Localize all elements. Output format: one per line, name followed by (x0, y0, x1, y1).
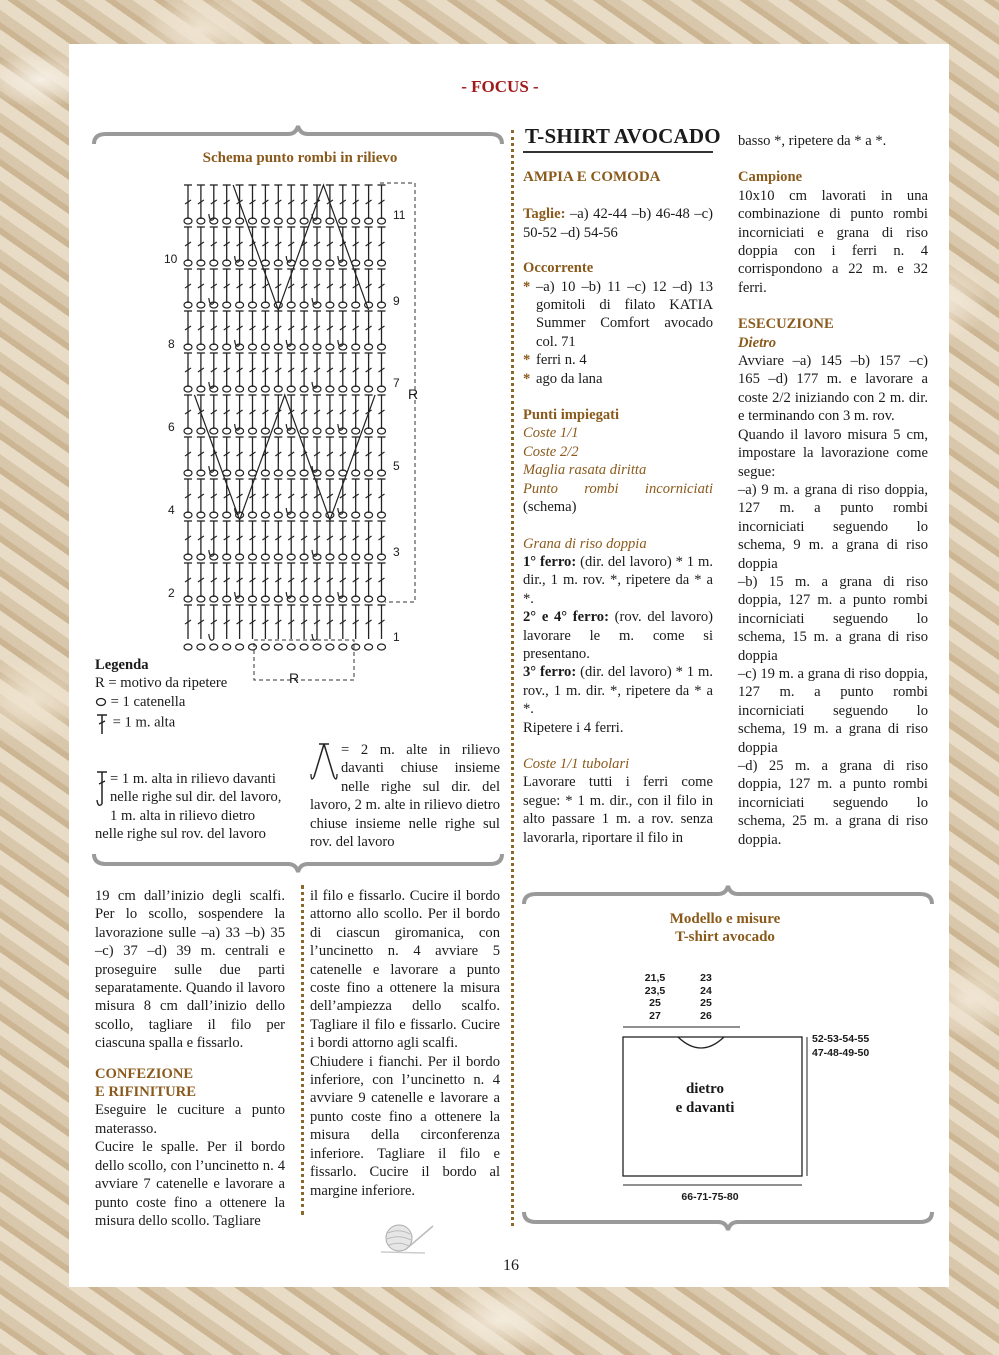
list-item (523, 351, 713, 369)
legend-chain-text: = 1 catenella (110, 693, 186, 710)
body-text: –c) 19 m. a grana di riso doppia, 127 m. a punto rombi incorniciati seguendo lo schema, 19 m. a grana di riso doppia (738, 665, 928, 756)
bullet-mark: * (523, 370, 531, 387)
legend-decrease-text: = 2 m. alte in rilievo davanti chiuse insieme nelle righe sul dir. del lavoro, 2 m. alte in rilievo dietro chiuse insieme nelle righe sul rov. del lavoro (310, 742, 500, 851)
list-item-text: ferri n. 4 (536, 352, 587, 369)
sizes-label: Taglie: (523, 206, 566, 223)
model-title-line2: T-shirt avocado (675, 929, 775, 945)
chart-row-number-right: 9 (393, 294, 400, 308)
measure-bottom: 66-71-75-80 (681, 1191, 739, 1203)
measure-value: 26 (700, 1009, 712, 1022)
brace-top-left (92, 124, 504, 148)
article-title (525, 124, 721, 149)
section-heading: Punti impiegati (523, 407, 620, 424)
row-label: 1° ferro: (523, 553, 577, 570)
sizes (523, 205, 713, 242)
measure-value: 23,5 (644, 984, 666, 997)
diamond-line (233, 185, 368, 310)
relief-hook (286, 256, 291, 262)
list-item-text: –a) 10 –b) 11 –c) 12 –d) 13 gomitoli di filato KATIA Summer Comfort avocado col. 71 (536, 278, 713, 350)
stitch-name: Coste 1/1 (523, 425, 579, 442)
relief-hook (312, 634, 317, 640)
row-label: 2° e 4° ferro: (523, 609, 609, 626)
chart-row-number-left: 4 (168, 503, 175, 517)
chart-row-number-left: 6 (168, 420, 175, 434)
stitch-heading: Coste 1/1 tubolari (523, 755, 630, 772)
page-number: 16 (503, 1257, 519, 1274)
section-heading: CONFEZIONE (95, 1065, 194, 1082)
chart-title: Schema punto rombi in rilievo (202, 150, 398, 166)
chain-symbol (223, 644, 231, 650)
row-text: (dir. del lavoro) * 1 m. dir., 1 m. rov. *, ripetere da * a *. (523, 553, 713, 607)
relief-hook (338, 340, 343, 346)
model-title-line1: Modello e misure (669, 911, 781, 927)
chart-row-number-right: 1 (393, 630, 400, 644)
chart-row-number-left: 10 (164, 252, 178, 266)
relief-decrease-symbol-icon (310, 741, 338, 783)
row-text: (rov. del lavoro) lavorare le m. come si presentano. (523, 609, 713, 662)
chain-symbol (249, 644, 257, 650)
garment-label (650, 1080, 760, 1118)
body-text: Lavorare tutti i ferri come segue: * 1 m. dir., con il filo in alto passare 1 m. a rov. senza lavorarla, riportare il filo in (523, 774, 713, 846)
chain-symbol (352, 644, 360, 650)
relief-hook (235, 592, 240, 598)
relief-hook (338, 508, 343, 514)
relief-hook (209, 634, 214, 640)
chain-symbol (378, 644, 386, 650)
left-bottom-col-1 (95, 887, 285, 1230)
relief-hook (286, 508, 291, 514)
relief-hook (209, 214, 214, 220)
chain-symbol (184, 644, 192, 650)
chart-repeat-label: R (408, 386, 419, 402)
relief-hook (209, 550, 214, 556)
measure-value: 25 (649, 997, 661, 1009)
chain-symbol (274, 644, 282, 650)
measure-right (694, 972, 718, 1022)
article-subtitle: AMPIA E COMODA (523, 169, 661, 185)
measure-left (640, 972, 670, 1022)
legend-dc-text: = 1 m. alta (112, 714, 176, 731)
chain-symbol (236, 644, 244, 650)
relief-hook (235, 424, 240, 430)
body-text: Quando il lavoro misura 5 cm, impostare la lavorazione come segue: (738, 426, 928, 480)
right-column (738, 132, 928, 849)
legend-relief (95, 770, 287, 844)
bullet-mark: * (523, 278, 531, 295)
section-heading: E RIFINITURE (95, 1084, 196, 1101)
chain-symbol (287, 644, 295, 650)
section-heading: Campione (738, 169, 803, 186)
measure-value: 23 (700, 972, 712, 984)
body-text: 10x10 cm lavorati in una combinazione di punto rombi incorniciati e grana di riso doppia con i ferri n. 4 corrispondono a 22 m. e 32 ferri. (738, 187, 928, 296)
stitch-name: Punto rombi incorniciati (523, 480, 713, 497)
relief-hook (312, 382, 317, 388)
legend-decrease (310, 741, 500, 851)
brace-bottom-left (92, 852, 504, 876)
relief-hook (286, 592, 291, 598)
left-bottom-col-2 (310, 887, 500, 1200)
middle-column (523, 168, 713, 847)
body-text: –b) 15 m. a grana di riso doppia, 127 m. a punto rombi incorniciati seguendo lo schema, 15 m. a grana di riso doppia (738, 573, 928, 664)
relief-stitch-symbol-icon (95, 770, 109, 810)
relief-hook (209, 298, 214, 304)
neckline-curve (678, 1037, 724, 1048)
row-instruction (523, 608, 713, 663)
measure-value: 27 (649, 1009, 661, 1022)
column-separator (301, 885, 304, 1215)
row-label: 3° ferro: (523, 664, 577, 681)
garment-label-line1: dietro (685, 1081, 725, 1097)
relief-hook (235, 340, 240, 346)
body-text: Chiudere i fianchi. Per il bordo inferiore, con l’uncinetto n. 4 avviare 9 catenelle e lavorare a punto coste fino a ottenere la misura della circonferenza inferiore. Tagliare il filo e fissarlo. Cucire il bordo al margine inferiore. (310, 1053, 500, 1199)
yarn-ball-icon (375, 1220, 435, 1256)
article-title-text: T-SHIRT AVOCADO (525, 124, 721, 148)
chain-symbol (339, 644, 347, 650)
chain-symbol (326, 644, 334, 650)
stitch-name: Maglia rasata diritta (523, 462, 647, 479)
legend-title: Legenda (95, 657, 149, 673)
relief-hook (235, 256, 240, 262)
page-header: - FOCUS - (461, 77, 539, 96)
body-text: Eseguire le cuciture a punto materasso. (95, 1102, 285, 1137)
chain-symbol (300, 644, 308, 650)
measure-value: 21,5 (644, 972, 666, 984)
body-text: –d) 25 m. a grana di riso doppia, 127 m. a punto rombi incorniciati seguendo lo schema, 25 m. a grana di riso doppia. (738, 758, 928, 848)
body-text: (schema) (523, 499, 577, 516)
relief-hook (286, 340, 291, 346)
relief-hook (209, 382, 214, 388)
legend-repeat: R = motivo da ripetere (95, 675, 228, 692)
section-heading: ESECUZIONE (738, 316, 834, 333)
column-separator (511, 130, 514, 1226)
stitch-heading: Grana di riso doppia (523, 535, 647, 552)
relief-hook (338, 592, 343, 598)
list-item (523, 370, 713, 388)
relief-hook (286, 424, 291, 430)
body-text: 19 cm dall’inizio degli scalfi. Per lo scollo, sospendere la lavorazione sulle –a) 33 –b) 35 –c) 37 –d) 39 m. centrali e proseguire sulle due parti separatamente. Quando il lavoro misura 8 cm dall’inizio dello scollo, tagliare il filo per ciascuna spalla e fissarlo. (95, 888, 285, 1052)
measure-value: 24 (700, 984, 712, 997)
row-instruction (523, 663, 713, 718)
diamond-line (194, 395, 375, 520)
relief-hook (312, 550, 317, 556)
garment-label-line2: e davanti (675, 1100, 735, 1116)
body-text: basso *, ripetere da * a *. (738, 133, 887, 149)
chart-row-number-left: 2 (168, 586, 175, 600)
body-text: Cucire le spalle. Per il bordo dello scollo, con l’uncinetto n. 4 avviare 7 catenelle e lavorare a punto coste fino a ottenere la misura dello scollo. Tagliare (95, 1139, 285, 1229)
relief-hook (338, 424, 343, 430)
model-title (600, 910, 850, 946)
legend-chain (95, 693, 495, 711)
relief-hook (312, 298, 317, 304)
relief-hook (209, 466, 214, 472)
middle-title-rule (523, 151, 713, 153)
body-text: –a) 9 m. a grana di riso doppia, 127 m. a punto rombi incorniciati seguendo lo schema, 9 m. a grana di riso doppia (738, 481, 928, 572)
measure-value: 47-48-49-50 (812, 1047, 870, 1059)
chain-symbol (197, 644, 205, 650)
legend (95, 656, 495, 735)
row-instruction (523, 553, 713, 608)
chart-row-number-right: 7 (393, 376, 400, 390)
measure-side (812, 1032, 869, 1060)
crochet-chart (160, 175, 425, 685)
chart-repeat-label: R (289, 670, 300, 686)
bullet-mark: * (523, 352, 531, 369)
chart-row-number-right: 11 (393, 208, 406, 222)
chain-symbol (313, 644, 321, 650)
chain-symbol (210, 644, 218, 650)
legend-dc (95, 711, 495, 735)
chain-symbol (365, 644, 373, 650)
body-text: Avviare –a) 145 –b) 157 –c) 165 –d) 177 m. e lavorare a coste 2/2 iniziando con 2 m. dir. e terminando con 3 m. rov. (738, 353, 928, 425)
body-text: il filo e fissarlo. Cucire il bordo attorno allo scollo. Per il bordo di ciascun giromanica, con l’uncinetto n. 4 avviare 5 catenelle e lavorare a punto coste fino a ottenere la misura dell’ampiezza dello scalfo. Tagliare il filo e fissarlo. Cucire i bordi attorno agli scalfi. (310, 888, 500, 1052)
body-text: Ripetere i 4 ferri. (523, 719, 624, 736)
sizes-text: –a) 42-44 –b) 46-48 –c) 50-52 –d) 54-56 (523, 206, 713, 241)
section-heading: Occorrente (523, 260, 594, 277)
row-text: (dir. del lavoro) * 1 m. rov., 1 m. dir. *, ripetere da * a *. (523, 664, 713, 718)
measure-value: 52-53-54-55 (812, 1033, 870, 1045)
chart-row-number-right: 3 (393, 545, 400, 559)
relief-hook (338, 256, 343, 262)
chain-symbol-icon (95, 697, 107, 707)
list-item (523, 278, 713, 352)
stitch-name: Coste 2/2 (523, 443, 579, 460)
brace-top-right (522, 884, 934, 908)
chart-row-number-left: 8 (168, 337, 175, 351)
list-item-text: ago da lana (536, 370, 603, 387)
chart-row-number-right: 5 (393, 459, 400, 473)
measure-value: 25 (700, 997, 712, 1009)
subsection-heading: Dietro (738, 334, 777, 351)
chain-symbol (261, 644, 269, 650)
legend-relief-text: = 1 m. alta in rilievo davanti nelle righe sul dir. del lavoro, 1 m. alta in rilievo dietro nelle righe sul rov. del lavoro (95, 771, 282, 843)
double-crochet-symbol-icon (95, 711, 109, 735)
